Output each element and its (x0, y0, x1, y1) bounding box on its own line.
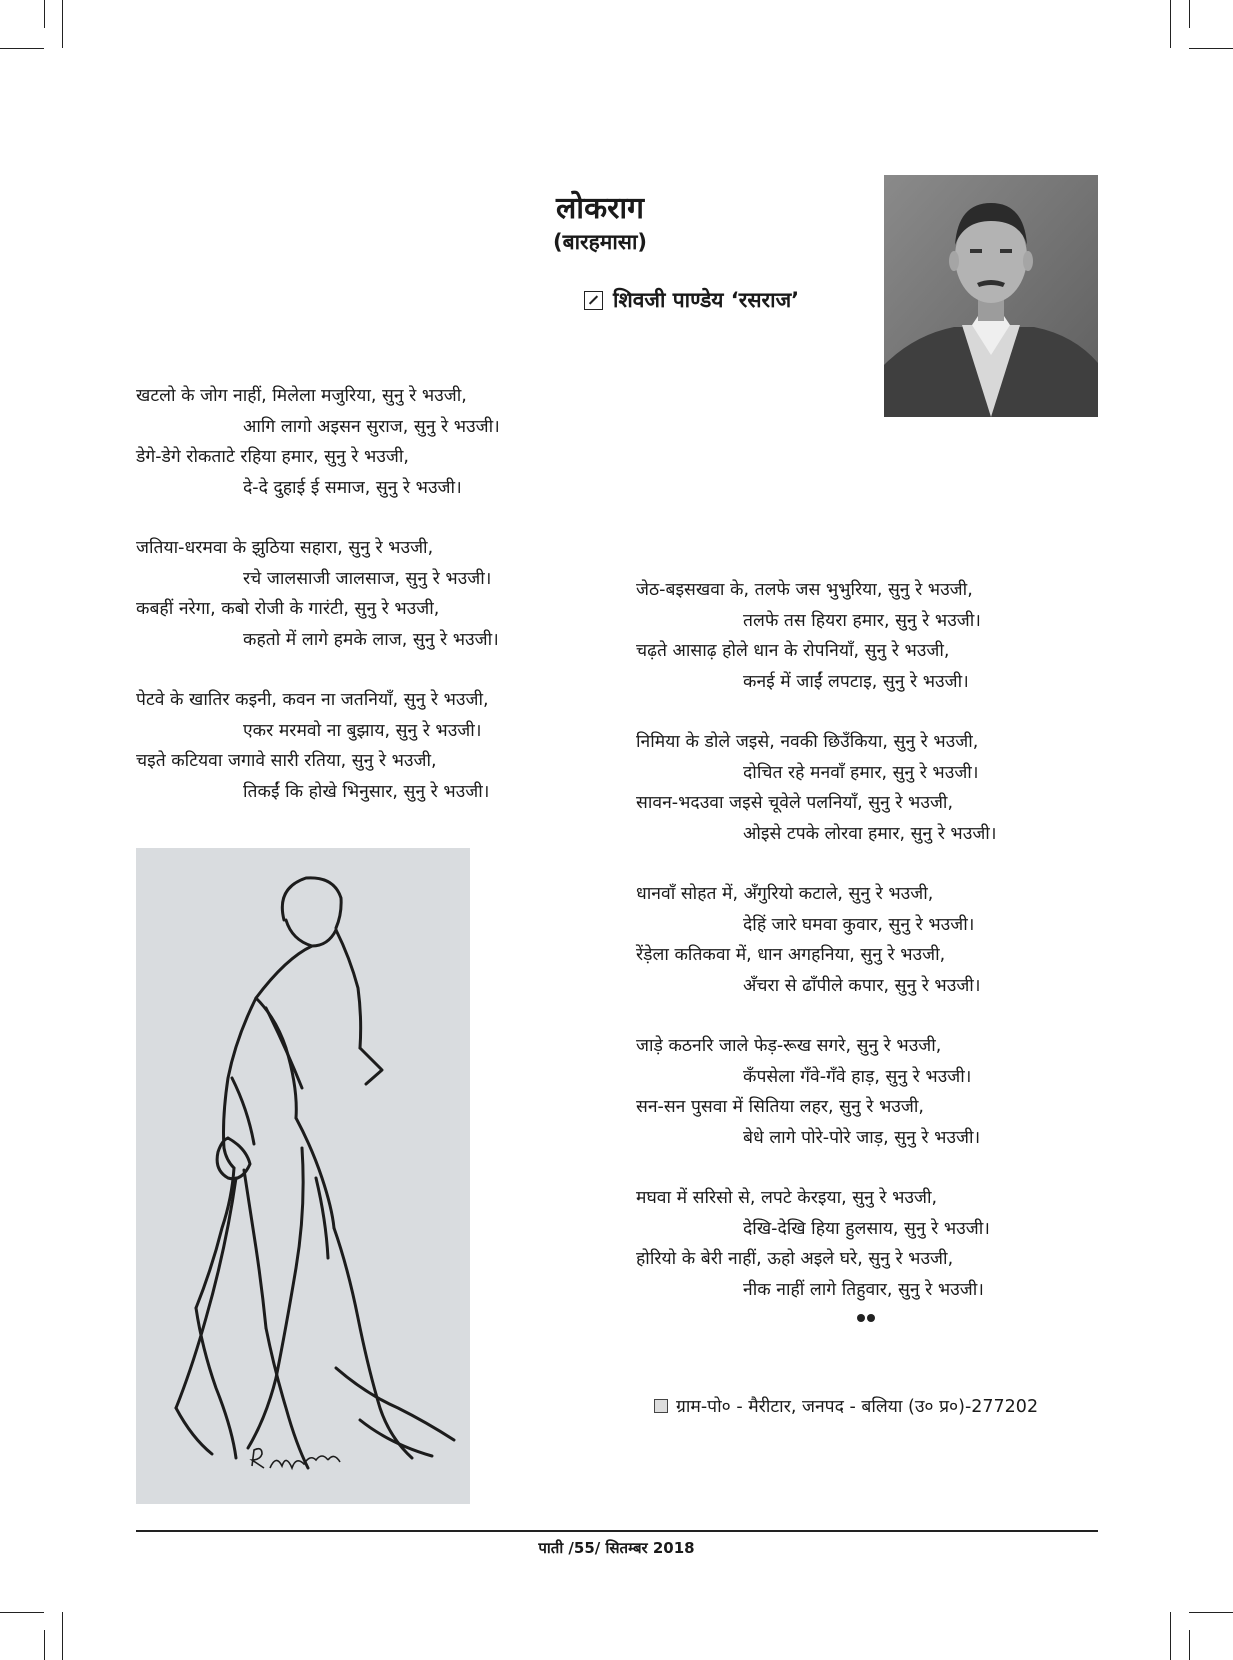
stanza (636, 1031, 996, 1153)
end-ornament-icon (856, 1313, 878, 1323)
verse-line: पेटवे के खातिर कइनी, कवन ना जतनियाँ, सुनु रे भउजी, (136, 690, 489, 710)
crop-mark (44, 0, 45, 28)
verse-line: चढ़ते आसाढ़ होले धान के रोपनियाँ, सुनु रे भउजी, (636, 641, 950, 661)
verse-line: कहतो में लागे हमके लाज, सुनु रे भउजी। (243, 629, 499, 650)
verse-line: तलफे तस हियरा हमार, सुनु रे भउजी। (743, 610, 981, 631)
crop-mark (1189, 1612, 1233, 1613)
verse-line: सावन-भदउवा जइसे चूवेले पलनियाँ, सुनु रे भउजी, (636, 793, 954, 813)
crop-mark (1189, 48, 1233, 49)
author-address (654, 1394, 1038, 1418)
poem-left-column (136, 381, 500, 837)
crop-mark (1170, 1612, 1171, 1660)
crop-mark (1189, 1630, 1190, 1660)
author-photo (884, 175, 1098, 417)
verse-line: सन-सन पुसवा में सितिया लहर, सुनु रे भउजी, (636, 1097, 924, 1117)
verse-line: एकर मरमवो ना बुझाय, सुनु रे भउजी। (243, 720, 482, 741)
stanza (636, 575, 996, 697)
crop-mark (1189, 0, 1190, 28)
page-footer: पाती /55/ सितम्बर 2018 (538, 1539, 695, 1557)
stanza (636, 727, 996, 849)
crop-mark (1170, 0, 1171, 48)
crop-mark (0, 1612, 44, 1613)
verse-line: तिकईं कि होखे भिनुसार, सुनु रे भउजी। (243, 781, 490, 802)
verse-line: कनई में जाईं लपटाइ, सुनु रे भउजी। (743, 671, 969, 692)
verse-line: डेगे-डेगे रोकताटे रहिया हमार, सुनु रे भउजी, (136, 447, 409, 467)
woman-sketch-illustration (136, 848, 470, 1504)
verse-line: रचे जालसाजी जालसाज, सुनु रे भउजी। (243, 568, 492, 589)
stanza (636, 1183, 996, 1305)
verse-line: दे-दे दुहाई ई समाज, सुनु रे भउजी। (243, 477, 462, 498)
verse-line: निमिया के डोले जइसे, नवकी छिउँकिया, सुनु रे भउजी, (636, 732, 979, 752)
verse-line: जेठ-बइसखवा के, तलफे जस भुभुरिया, सुनु रे भउजी, (636, 580, 973, 600)
crop-mark (62, 1612, 63, 1660)
poem-subtitle: (बारहमासा) (553, 230, 647, 254)
author-byline (584, 286, 799, 314)
author-name: शिवजी पाण्डेय ‘रसराज’ (613, 288, 800, 312)
verse-line: होरियो के बेरी नाहीं, ऊहो अइले घरे, सुनु रे भउजी, (636, 1249, 954, 1269)
verse-line: चइते कटियवा जगावे सारी रतिया, सुनु रे भउजी, (136, 751, 437, 771)
crop-mark (44, 1630, 45, 1660)
stanza (136, 533, 500, 655)
verse-line: धानवाँ सोहत में, अँगुरियो कटाले, सुनु रे भउजी, (636, 884, 934, 904)
verse-line: दोचित रहे मनवाँ हमार, सुनु रे भउजी। (743, 762, 979, 783)
verse-line: मघवा में सरिसो से, लपटे केरइया, सुनु रे भउजी, (636, 1188, 938, 1208)
verse-line: कँपसेला गँवे-गँवे हाड़, सुनु रे भउजी। (743, 1066, 972, 1087)
verse-line: देहिं जारे घमवा कुवार, सुनु रे भउजी। (743, 914, 975, 935)
verse-line: देखि-देखि हिया हुलसाय, सुनु रे भउजी। (743, 1218, 990, 1239)
pen-icon (584, 291, 603, 310)
poem-right-column (636, 575, 996, 1323)
footer-rule (136, 1530, 1098, 1532)
verse-line: बेधे लागे पोरे-पोरे जाड़, सुनु रे भउजी। (743, 1127, 981, 1148)
verse-line: आगि लागो अइसन सुराज, सुनु रे भउजी। (243, 416, 500, 437)
verse-line: नीक नाहीं लागे तिहुवार, सुनु रे भउजी। (743, 1279, 984, 1300)
stanza (636, 879, 996, 1001)
crop-mark (0, 48, 44, 49)
bullet-square-icon (654, 1399, 668, 1413)
address-text: ग्राम-पो० - मैरीटार, जनपद - बलिया (उ० प्र०)-277202 (676, 1397, 1039, 1417)
verse-line: अँचरा से ढाँपीले कपार, सुनु रे भउजी। (743, 975, 981, 996)
verse-line: कबहीं नरेगा, कबो रोजी के गारंटी, सुनु रे भउजी, (136, 599, 440, 619)
verse-line: ओइसे टपके लोरवा हमार, सुनु रे भउजी। (743, 823, 997, 844)
verse-line: रेंड़ेला कतिकवा में, धान अगहनिया, सुनु रे भउजी, (636, 945, 946, 965)
stanza (136, 381, 500, 503)
poem-title: लोकराग (555, 191, 645, 226)
verse-line: खटलो के जोग नाहीं, मिलेला मजुरिया, सुनु रे भउजी, (136, 386, 467, 406)
verse-line: जतिया-धरमवा के झुठिया सहारा, सुनु रे भउजी, (136, 538, 434, 558)
crop-mark (62, 0, 63, 48)
stanza (136, 685, 500, 807)
verse-line: जाड़े कठनरि जाले फेड़-रूख सगरे, सुनु रे भउजी, (636, 1036, 942, 1056)
